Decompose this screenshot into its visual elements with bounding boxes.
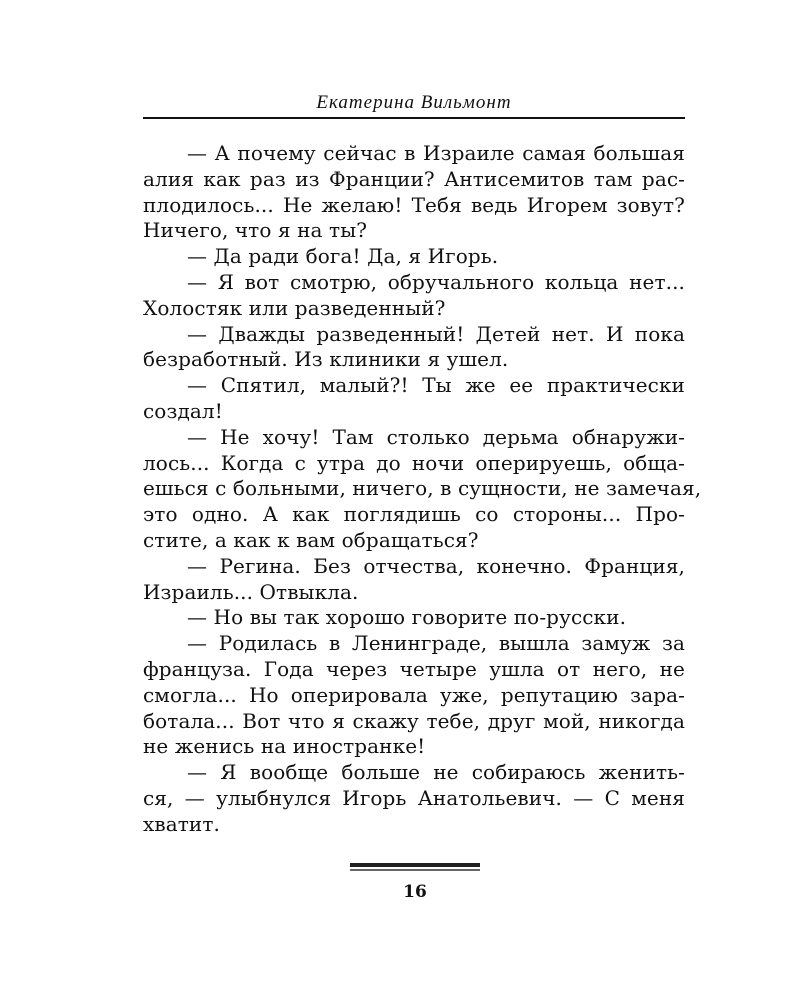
text-line: ботала... Вот что я скажу тебе, друг мой, никогда [143,708,685,733]
text-line: лось... Когда с утра до ночи оперируешь, обща- [143,450,685,475]
text-line: — Родилась в Ленинграде, вышла замуж за [187,631,685,656]
text-line: смогла... Но оперировала уже, репутацию зара- [143,682,685,707]
text-line: — Регина. Без отчества, конечно. Франция, [187,553,685,578]
text-line: — Я вот смотрю, обручального кольца нет... [187,269,685,294]
text-line: безработный. Из клиники я ушел. [143,347,509,372]
text-line: Израиль... Отвыкла. [143,579,359,604]
text-line: ся, — улыбнулся Игорь Анатольевич. — С меня [143,785,685,810]
footer-divider [350,863,480,867]
text-line: не женись на иностранке! [143,734,426,759]
text-line: — Спятил, малый?! Ты же ее практически [187,373,685,398]
text-line: Ничего, что я на ты? [143,218,368,243]
text-line: это одно. А как поглядишь со стороны... Про- [143,502,685,527]
running-head-title: Екатерина Вильмонт [316,92,512,113]
header-divider [143,117,685,119]
text-line: алия как раз из Франции? Антисемитов там рас- [143,166,685,191]
text-line: — Да ради бога! Да, я Игорь. [187,244,499,269]
text-line: — Не хочу! Там столько дерьма обнаружи- [187,424,685,449]
text-line: — А почему сейчас в Израиле самая большая [187,141,685,165]
text-line: — Дважды разведенный! Детей нет. И пока [187,321,685,346]
footer-divider-thin [350,869,480,871]
text-line: ешься с больными, ничего, в сущности, не замечая, [143,476,702,501]
text-line: — Но вы так хорошо говорите по-русски. [187,605,627,630]
text-line: плодилось... Не желаю! Тебя ведь Игорем зовут? [143,192,685,217]
text-line: Холостяк или разведенный? [143,295,446,320]
page-number: 16 [403,882,427,902]
text-line: хватит. [143,811,220,836]
text-line: стите, а как к вам обращаться? [143,527,479,552]
text-line: француза. Года через четыре ушла от него, не [143,656,685,681]
body-text [143,141,702,838]
text-line: создал! [143,398,223,423]
text-line: — Я вообще больше не собираюсь женить- [187,760,685,785]
